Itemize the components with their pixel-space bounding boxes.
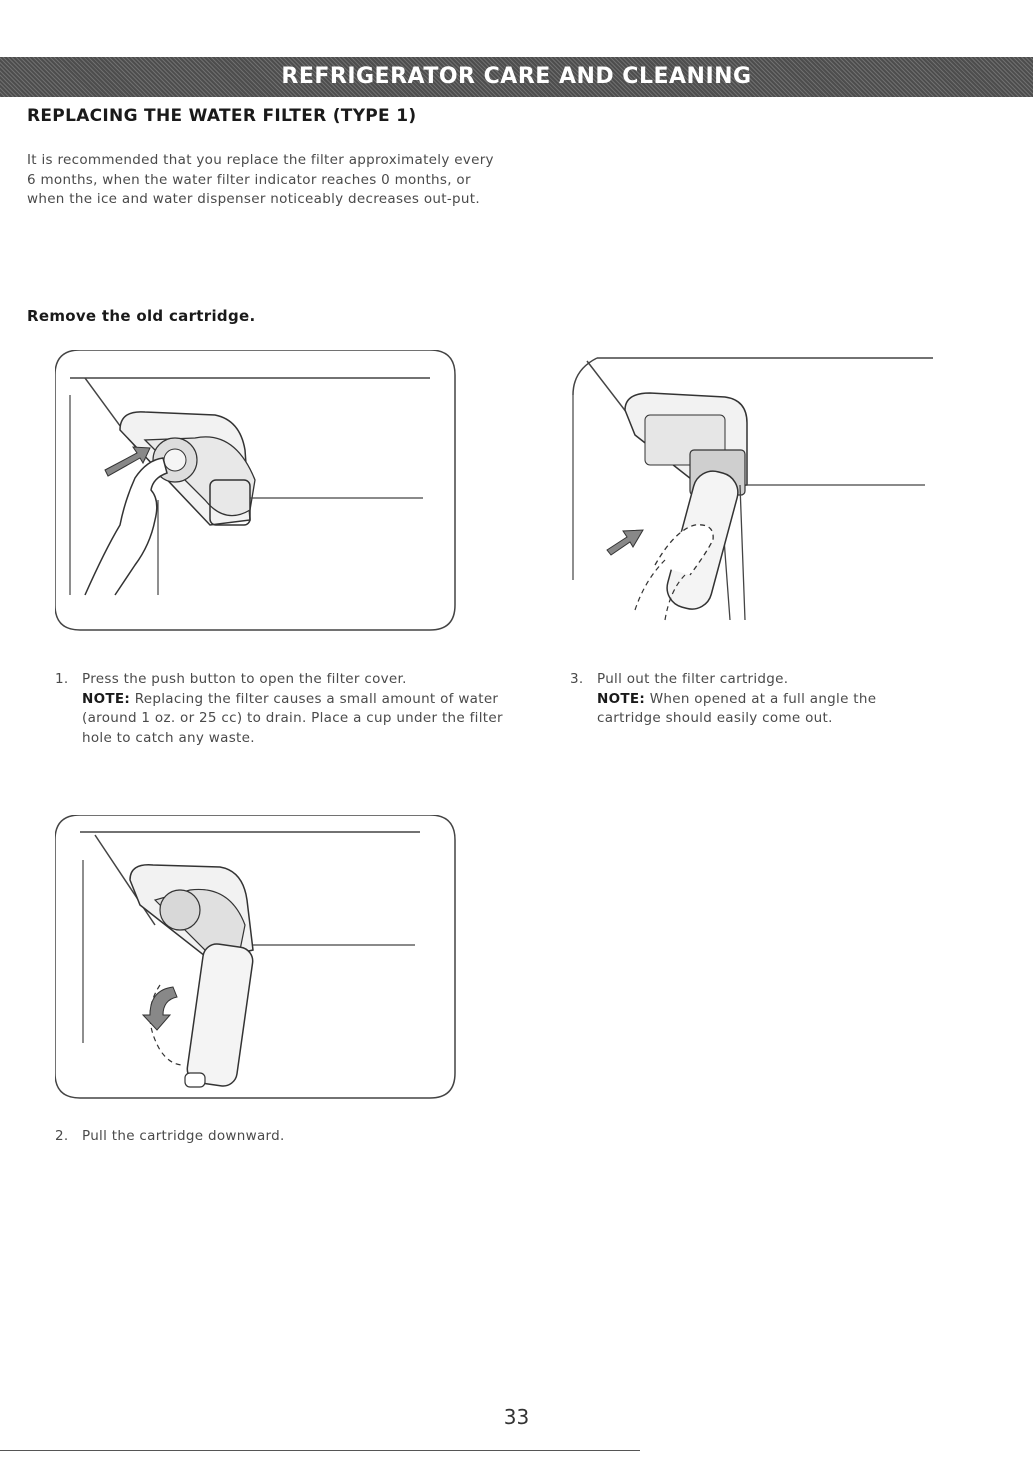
intro-paragraph: It is recommended that you replace the filter approximately every 6 months, when the water filter indicator reaches 0 months, or when the ice and water dispenser noticeably decreases out-put. [27,152,494,207]
header-banner [0,57,1033,97]
page-number: 33 [503,1405,530,1429]
illustration-press-button [55,350,460,635]
step-text: Pull out the filter cartridge. [597,671,789,687]
step-3 [570,670,930,729]
step-number: 2. [55,1128,69,1144]
banner-title: REFRIGERATOR CARE AND CLEANING [281,64,752,89]
illustration-pull-out-cartridge [565,355,935,625]
note-label: NOTE: [597,690,646,707]
note-text: Replacing the filter causes a small amount of water (around 1 oz. or 25 cc) to drain. Place a cup under the filter hole to catch any waste. [82,690,503,746]
step-2 [55,1127,505,1147]
step-1 [55,670,505,748]
step-number: 1. [55,671,69,687]
footer-divider [0,1450,640,1451]
subheading-remove-cartridge: Remove the old cartridge. [27,307,256,325]
step-text: Pull the cartridge downward. [82,1128,285,1144]
step-number: 3. [570,671,584,687]
section-title: REPLACING THE WATER FILTER (TYPE 1) [27,106,417,126]
step-text: Press the push button to open the filter cover. [82,671,407,687]
note-text: When opened at a full angle the cartridge should easily come out. [597,690,877,726]
note-label: NOTE: [82,690,131,707]
illustration-pull-cartridge-down [55,815,460,1105]
